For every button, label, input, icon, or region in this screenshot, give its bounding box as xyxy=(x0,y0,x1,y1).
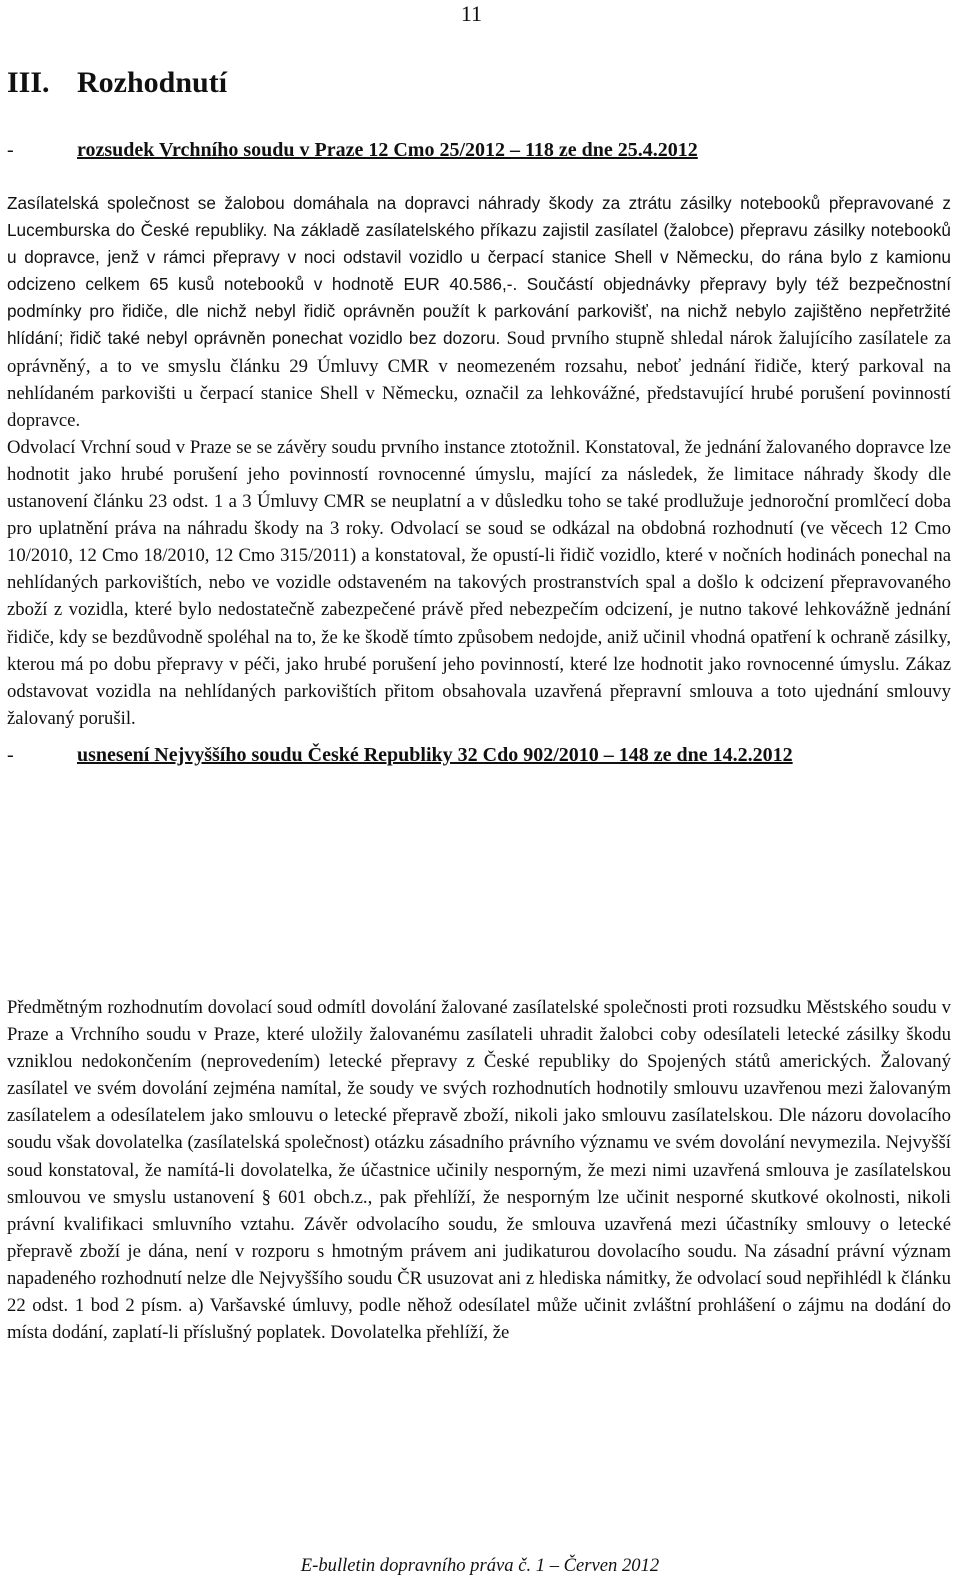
list-dash: - xyxy=(7,744,14,766)
page-number: 11 xyxy=(460,1,482,26)
footer: E-bulletin dopravního práva č. 1 – Červen 2012 xyxy=(300,1555,660,1576)
section-heading xyxy=(7,66,227,100)
section-title: Rozhodnutí xyxy=(77,66,228,99)
list-dash: - xyxy=(7,139,14,161)
decision-2-paragraph: Předmětným rozhodnutím dovolací soud odmítl dovolání žalované zasílatelské společnosti proti rozsudku Městského soudu v Praze a Vrchního soudu v Praze, které uložily žalovanému zasílateli uhradit žalobci coby odesílateli letecké zásilky škodu vzniklou nedokončením (neprovedením) letecké přepravy z České republiky do Spojených států amerických. Žalovaný zasílatel ve svém dovolání zejména namítal, že soudy ve svých rozhodnutích hodnotily smlouvu uzavřenou mezi žalovaným zasílatelem a odesílatelem jako smlouvu o letecké přepravě zboží, nikoli jako smlouvu zasílatelskou. Dle názoru dovolacího soudu však dovolatelka (zasílatelská společnost) otázku zásadního právního významu ve svém dovolání nevymezila. Nejvyšší soud konstatoval, že namítá-li dovolatelka, že účastnice učinily nesporným, že mezi nimi uzavřená smlouva je zasílatelskou smlouvou ve smyslu ustanovení § 601 obch.z., pak přehlíží, že nesporným lze učinit nesporné skutkové okolnosti, nikoli právní kvalifikaci smluvního vztahu. Závěr odvolacího soudu, že smlouva uzavřená mezi účastníky smlouvy o letecké přepravě zboží je dána, není v rozporu s hmotným právem ani judikaturou dovolacího soudu. Na zásadní právní význam napadeného rozhodnutí nelze dle Nejvyššího soudu ČR usuzovat ani z hlediska námitky, že odvolací soud nepřihlédl k článku 22 odst. 1 bod 2 písm. a) Varšavské úmluvy, podle něhož odesílatel může učinit zvláštní prohlášení o zájmu na dodání do místa dodání, zaplatí-li příslušný poplatek. Dovolatelka přehlíží, že xyxy=(7,997,951,1344)
decision-1-paragraph xyxy=(7,190,951,732)
decision-title-text: rozsudek Vrchního soudu v Praze 12 Cmo 25/2012 – 118 ze dne 25.4.2012 xyxy=(77,139,698,161)
decision-title-2 xyxy=(7,742,951,769)
paragraph-sans-text: Zasílatelská společnost se žalobou domáhala na dopravci náhrady škody za ztrátu zásilky notebooků přepravované z Lucemburska do České republiky. Na základě zasílatelského příkazu zajistil zasílatel (žalobce) přepravu zásilky notebooků u dopravce, jenž v rámci přepravy v noci odstavil vozidlo u čerpací stanice Shell v Německu, do rána bylo z kamionu odcizeno celkem 65 kusů notebooků v hodnotě EUR 40.586,-. Součástí objednávky přepravy byly též bezpečnostní podmínky pro řidiče, dle nichž nebyl řidič oprávněn použít k parkování parkovišť, na nichž nebylo zajištěno nepřetržité hlídání; řidič také nebyl oprávněn ponechat vozidlo bez dozoru. xyxy=(7,193,951,349)
section-number: III. xyxy=(7,66,50,99)
paragraph-serif-text: Soud prvního stupně shledal nárok žalujícího zasílatele za oprávněný, a to ve smyslu článku 29 Úmluvy CMR v neomezeném rozsahu, neboť jednání řidiče, který parkoval na nehlídaném parkovišti u čerpací stanice Shell v Německu, označil za lehkovážné, představující hrubé porušení povinností dopravce. xyxy=(7,328,951,431)
decision-title-text: usnesení Nejvyššího soudu České Republiky 32 Cdo 902/2010 – 148 ze dne 14.2.2012 xyxy=(77,744,793,766)
paragraph-appeal-text: Odvolací Vrchní soud v Praze se se závěry soudu prvního instance ztotožnil. Konstatoval, že jednání žalovaného dopravce lze hodnotit jako hrubé porušení jeho povinností rovnocenné úmyslu, mající za následek, že limitace náhrady škody dle ustanovení článku 23 odst. 1 a 3 Úmluvy CMR se neuplatní a v důsledku toho se také prodlužuje jednoroční promlčecí doba pro uplatnění práva na náhradu škody na 3 roky. Odvolací se soud se odkázal na obdobná rozhodnutí (ve věcech 12 Cmo 10/2010, 12 Cmo 18/2010, 12 Cmo 315/2011) a konstatoval, že opustí-li řidič vozidlo, které v nočních hodinách ponechal na nehlídaných parkovištích, nebo ve vozidle odstaveném na takových prostranstvích spal a došlo k odcizení přepravovaného zboží z vozidla, které bylo nedostatečně zabezpečené právě před nebezpečím odcizení, je nutno takové lehkovážně jednání řidiče, kdy se bezdůvodně spoléhal na to, že ke škodě tímto způsobem nedojde, aniž učinil vhodná opatření k ochraně zásilky, kterou má po dobu přepravy v péči, jako hrubé porušení jeho povinností, které lze hodnotit jako rovnocenné úmyslu. Zákaz odstavovat vozidla na nehlídaných parkovištích přitom obsahovala uzavřená přepravní smlouva a toto ujednání smlouvy žalovaný porušil. xyxy=(7,436,951,729)
decision-title-1 xyxy=(7,137,951,164)
